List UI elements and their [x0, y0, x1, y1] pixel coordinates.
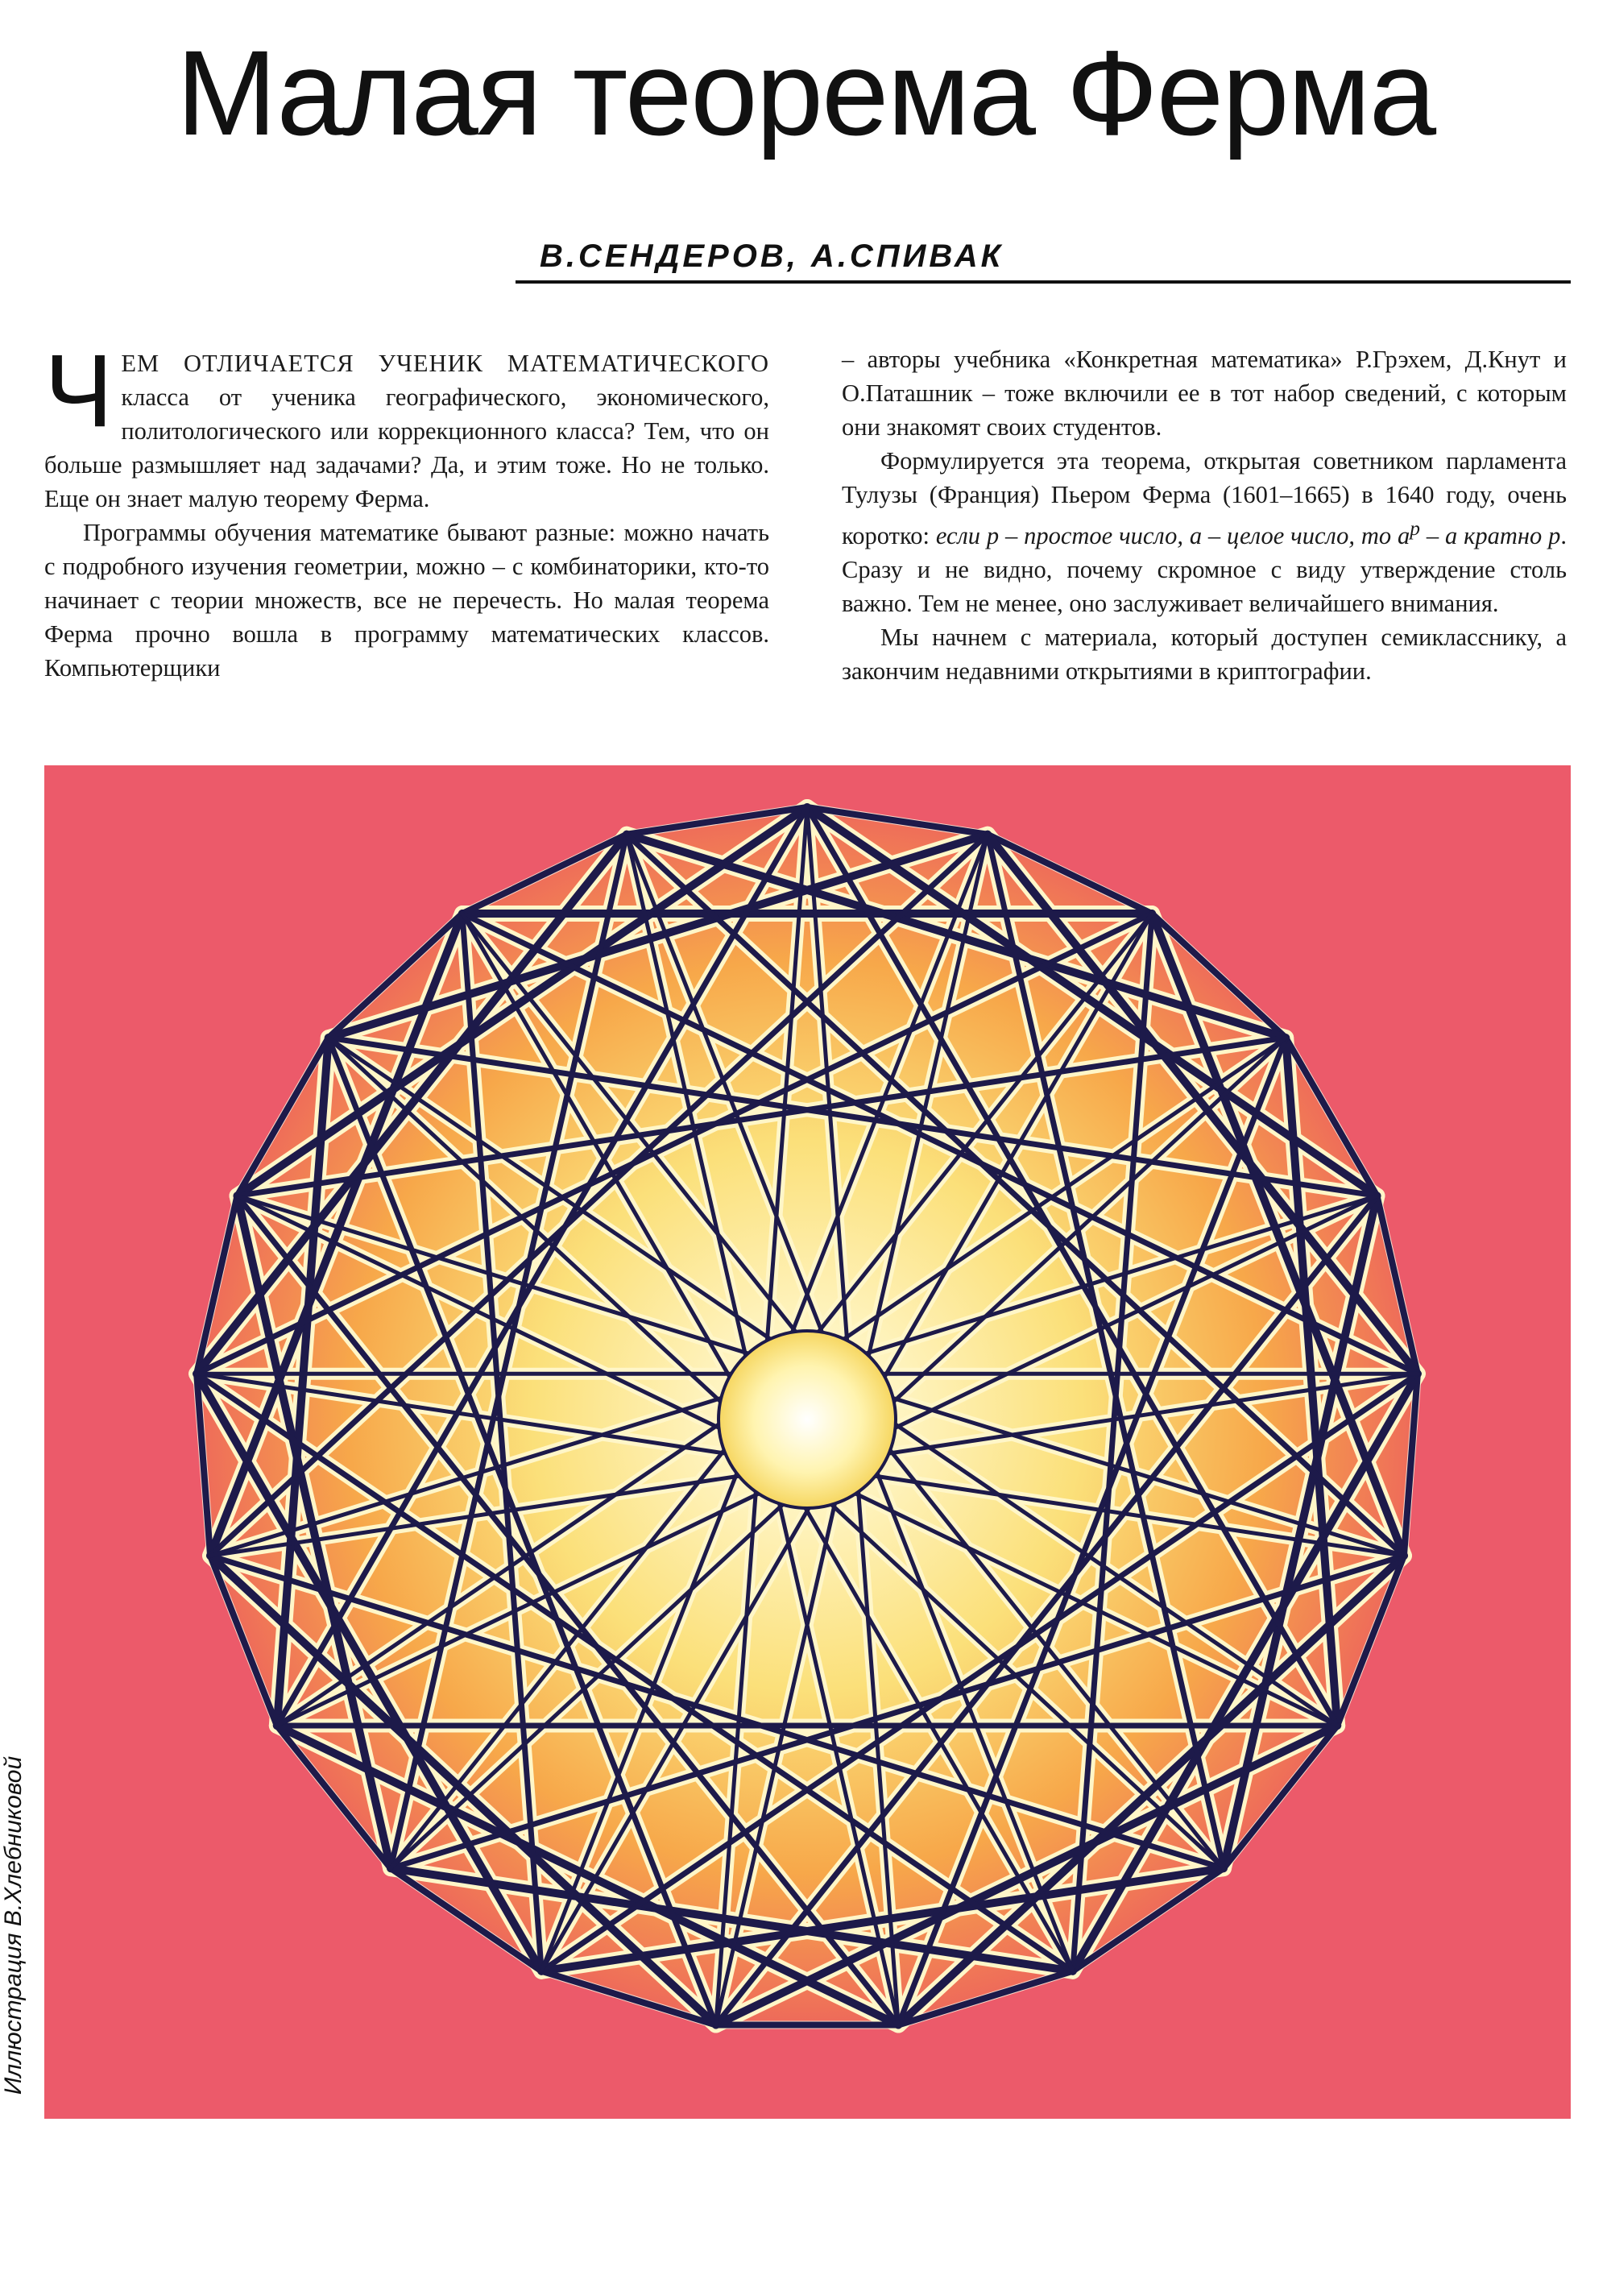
paragraph-programs: Программы обучения математике бывают разные: можно начать с подробного изучения геометрии, можно – с комбинаторики, кто-то начинает с теории множеств, все не перечесть. Но малая теорема Ферма прочно вошла в программу математических классов. Компьютерщики — [44, 519, 769, 682]
authors-rule — [516, 238, 1571, 284]
central-glow — [719, 1331, 896, 1508]
paragraph-authors-continued: – авторы учебника «Конкретная математика» Р.Грэхем, Д.Кнут и О.Паташник – тоже включили ее в тот набор сведений, с которым они знакомят своих студентов. — [842, 346, 1567, 441]
intro-text: класса от ученика географического, экономического, политологического или коррекционного класса? Тем, что он больше размышляет над задачами? Да, и этим тоже. Но не только. Еще он знает малую теорему Ферма. — [44, 383, 769, 512]
star-polygon-svg — [44, 765, 1571, 2119]
theorem-comment: . Сразу и не видно, почему скромное с виду утверждение столь важно. Тем не менее, оно заслуживает величайшего внимания. — [842, 522, 1567, 618]
theorem-statement: если p – простое число, a – целое число, то a — [935, 522, 1410, 550]
star-polygon-illustration — [44, 765, 1571, 2119]
article-title: Малая теорема Ферма — [176, 25, 1435, 160]
article-authors: В.СЕНДЕРОВ, А.СПИВАК — [540, 238, 1004, 274]
theorem-exponent: p — [1410, 517, 1420, 540]
theorem-intro: Формулируется эта теорема, открытая советником парламента Тулузы (Франция) Пьером Ферма (1601–1665) в 1640 году, очень коротко: — [842, 447, 1567, 550]
intro-caps: ЕМ ОТЛИЧАЕТСЯ УЧЕНИК МАТЕМАТИЧЕСКОГО — [121, 350, 769, 377]
paragraph-plan: Мы начнем с материала, который доступен семикласснику, а закончим недавними открытиями в криптографии. — [842, 624, 1567, 686]
right-column — [842, 342, 1567, 688]
illustration-credit: Иллюстрация В.Хлебниковой — [0, 1755, 27, 2095]
paragraph-intro — [44, 334, 769, 516]
paragraph-theorem — [842, 444, 1567, 620]
left-column — [44, 334, 769, 685]
theorem-statement-end: – a кратно p — [1419, 522, 1561, 550]
drop-cap: Ч — [44, 334, 114, 449]
